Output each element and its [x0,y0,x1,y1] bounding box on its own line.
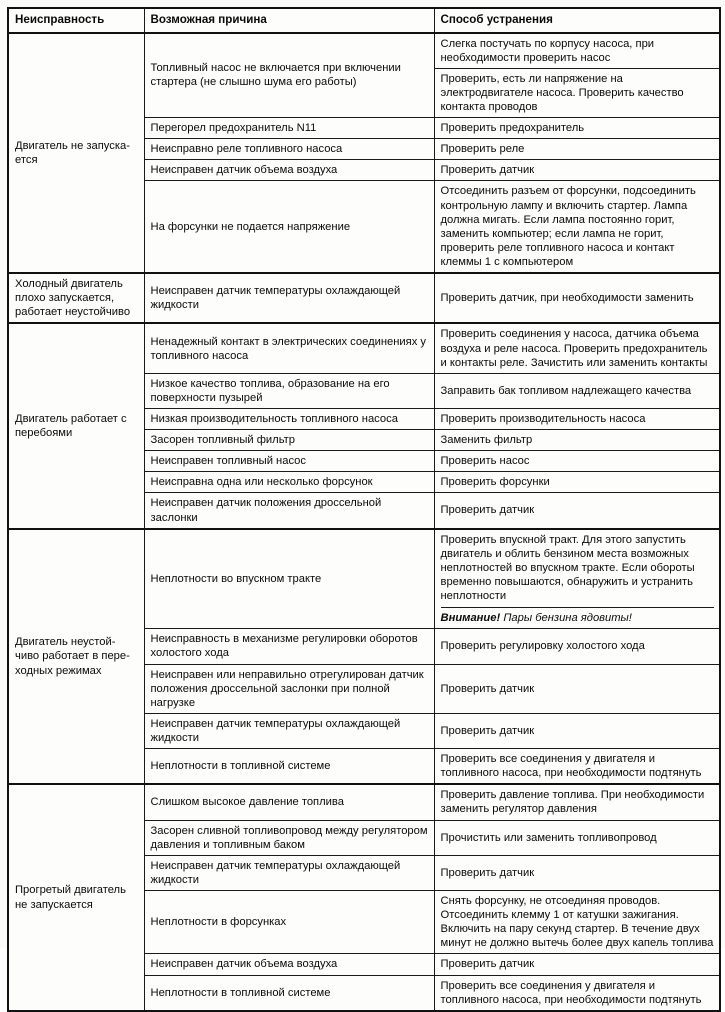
table-row [8,33,720,69]
cause-cell: Неисправен датчик температуры охлаждающей жидкости [144,713,434,748]
remedy-cell [434,629,720,664]
remedy-text: Заправить бак топливом надлежащего качества [440,384,692,397]
remedy-cell [434,749,720,785]
remedy-text: Проверить давление топлива. При необходимости заменить регулятор давления [440,789,705,816]
cause-cell: Перегорел предохранитель N11 [144,118,434,139]
cause-cell: Низкое качество топлива, образование на его поверхности пузырей [144,373,434,408]
cause-cell: Неплотности во впускном тракте [144,529,434,629]
warning-note [441,607,715,625]
remedy-cell [434,664,720,713]
table-body [8,33,720,1011]
cause-cell: Неисправен датчик объема воздуха [144,954,434,975]
table-header [8,8,720,33]
remedy-cell [434,493,720,529]
fault-group-cell: Двигатель работает с перебоями [8,323,144,528]
cause-cell: Неплотности в топливной системе [144,749,434,785]
cause-cell: Засорен топливный фильтр [144,430,434,451]
cause-cell: Неисправен или неправильно отрегулирован датчик положения дроссельной заслонки при полной нагрузке [144,664,434,713]
remedy-cell [434,954,720,975]
remedy-text: Проверить соединения у насоса, датчика объема воздуха и реле насоса. Проверить предохранитель и контакты реле. Зачистить или заменить контакты [440,328,708,369]
remedy-text: Проверить все соединения у двигателя и топливного насоса, при необходимости подтянуть [440,753,702,780]
cause-cell: Засорен сливной топливопровод между регулятором давления и топливным баком [144,820,434,855]
remedy-cell [434,820,720,855]
cause-cell: Топливный насос не включается при включении стартера (не слышно шума его работы) [144,33,434,118]
remedy-text: Слегка постучать по корпусу насоса, при необходимости проверить насос [440,37,655,64]
remedy-text: Прочистить или заменить топливопровод [440,831,657,844]
remedy-text: Проверить форсунки [440,476,550,489]
warning-label: Внимание! [440,612,501,625]
column-header-cause: Возможная причина [144,8,434,33]
table-row [8,323,720,373]
remedy-cell [434,855,720,890]
cause-cell: Неисправен датчик объема воздуха [144,160,434,181]
remedy-cell [434,451,720,472]
remedy-cell [434,118,720,139]
remedy-cell [434,890,720,953]
column-header-remedy: Способ устранения [434,8,720,33]
remedy-text: Проверить производительность насоса [440,413,646,425]
cause-cell: Неплотности в топливной системе [144,975,434,1011]
cause-cell: Неплотности в форсунках [144,890,434,953]
remedy-cell [434,409,720,430]
fault-group-cell: Двигатель не запуска- ется [8,33,144,274]
fault-group-cell: Двигатель неустой- чиво работает в пере- ходных режимах [8,529,144,785]
cause-cell: Неисправен топливный насос [144,451,434,472]
cause-cell: Неисправно реле топливного насоса [144,139,434,160]
remedy-text: Проверить датчик [440,724,535,737]
remedy-cell [434,430,720,451]
remedy-text: Проверить датчик [440,958,535,971]
remedy-cell [434,68,720,117]
remedy-cell [434,273,720,323]
remedy-text: Снять форсунку, не отсоединяя проводов. Отсоединить клемму 1 от катушки зажигания. Включить на пару секунд стартер. В течение двух минут не должно вытечь более двух капель топлива [440,894,714,950]
remedy-text: Проверить датчик [440,164,535,177]
remedy-text: Проверить впускной тракт. Для этого запустить двигатель и облить бензином места возможных неплотностей во впускном тракте. Если обороты временно повышаются, обнаружить и устранить неплотности [440,533,695,603]
table-row [8,273,720,323]
remedy-cell [434,139,720,160]
cause-cell: Ненадежный контакт в электрических соединениях у топливного насоса [144,323,434,373]
remedy-text: Проверить датчик [440,504,535,517]
table-header-row [8,8,720,33]
remedy-text: Проверить датчик [440,866,535,879]
warning-body: Пары бензина ядовиты! [500,612,632,625]
remedy-text: Проверить датчик, при необходимости заменить [440,292,694,305]
column-header-fault: Неисправность [8,8,144,33]
remedy-text: Проверить все соединения у двигателя и топливного насоса, при необходимости подтянуть [440,979,702,1006]
remedy-cell [434,784,720,820]
remedy-cell [434,373,720,408]
remedy-text: Проверить насос [440,455,530,468]
remedy-text: Проверить, есть ли напряжение на электродвигателе насоса. Проверить качество контакта проводов [440,72,684,114]
fault-group-cell: Прогретый двигатель не запускается [8,784,144,1010]
cause-cell: Неисправен датчик температуры охлаждающей жидкости [144,855,434,890]
remedy-cell [434,160,720,181]
table-row [8,784,720,820]
remedy-cell [434,33,720,69]
cause-cell: Неисправность в механизме регулировки оборотов холостого хода [144,629,434,664]
table-row [8,529,720,629]
remedy-text: Проверить предохранитель [440,122,585,135]
remedy-cell [434,323,720,373]
remedy-cell [434,975,720,1011]
remedy-text: Проверить реле [440,143,525,156]
cause-cell: Неисправен датчик температуры охлаждающей жидкости [144,273,434,323]
cause-cell: Низкая производительность топливного насоса [144,409,434,430]
remedy-cell [434,472,720,493]
cause-cell: На форсунки не подается напряжение [144,181,434,273]
remedy-text: Проверить регулировку холостого хода [440,640,645,653]
remedy-text: Заменить фильтр [440,434,533,447]
remedy-cell [434,529,720,629]
remedy-text: Проверить датчик [440,682,535,695]
cause-cell: Слишком высокое давление топлива [144,784,434,820]
cause-cell: Неисправна одна или несколько форсунок [144,472,434,493]
remedy-cell [434,713,720,748]
remedy-cell [434,181,720,273]
fault-group-cell: Холодный двигатель плохо запускается, работает неустойчиво [8,273,144,323]
cause-cell: Неисправен датчик положения дроссельной заслонки [144,493,434,529]
troubleshooting-table [7,7,721,1012]
remedy-text: Отсоединить разъем от форсунки, подсоединить контрольную лампу и включить стартер. Лампа должна мигать. Если лампа постоянно горит, заменить компьютер; если лампа не горит, проверить реле топливного насоса и контакт клеммы 1 с компьютером [440,185,696,269]
